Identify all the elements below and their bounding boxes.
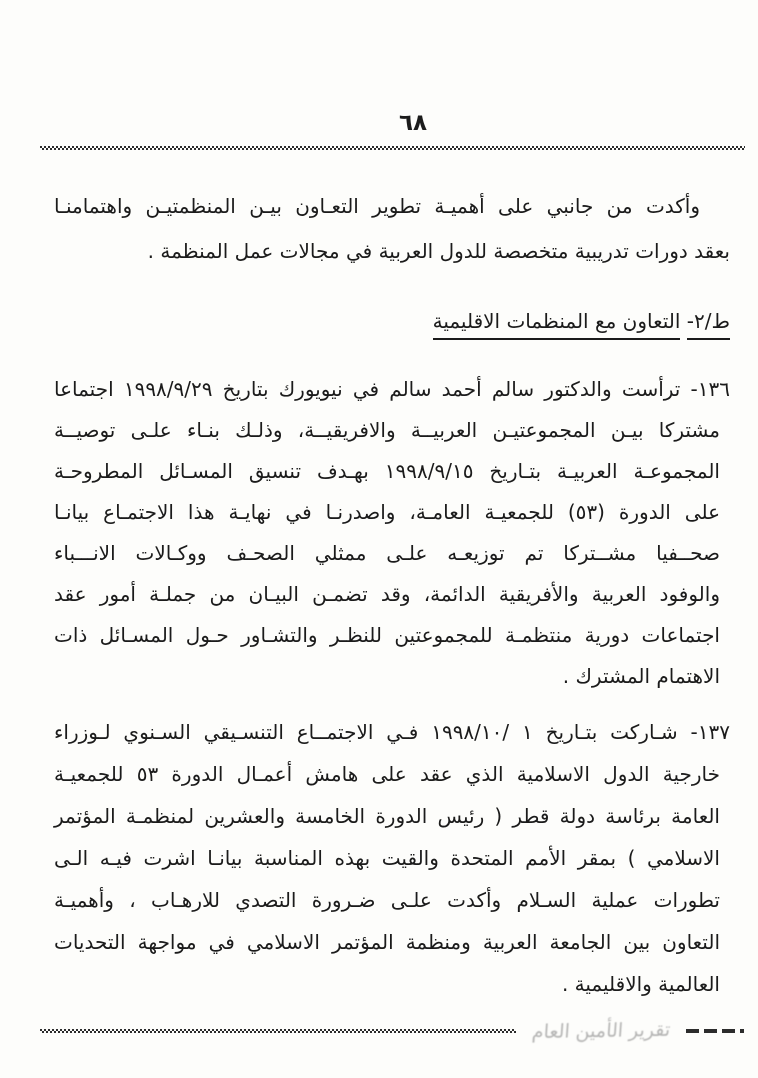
paragraph-line: على الدورة (٥٣) للجمعيـة العامـة، واصدرنـا في نهايـة هذا الاجتمـاع بيانـا: [54, 500, 721, 524]
section-number: ط/٢-: [687, 309, 730, 340]
top-dotted-rule: [40, 146, 745, 150]
paragraph-line: وأكدت من جانبي على أهميـة تطوير التعـاون بيـن المنظمتيـن واهتمامنـا: [54, 194, 700, 218]
paragraph-line: تطورات عملية السـلام وأكدت علـى ضـرورة التصدي للارهـاب ، وأهميـة: [54, 888, 720, 912]
paragraph-line: والوفود العربية والأفريقية الدائمة، وقد تضمـن البيـان من جملـة أمور عقد: [54, 582, 720, 606]
paragraph-line: بعقد دورات تدريبية متخصصة للدول العربية في مجالات عمل المنظمة .: [147, 239, 730, 263]
section-title: التعاون مع المنظمات الاقليمية: [433, 309, 681, 340]
bottom-dotted-rule: [40, 1029, 516, 1033]
footer-stamp: تقرير الأمين العام: [530, 1018, 671, 1044]
footer: [40, 1020, 744, 1042]
document-body: [0, 184, 758, 1005]
paragraph-line: الاسلامي ) بمقر الأمم المتحدة والقيت بهذه المناسبة بيانـا اشرت فيـه الـى: [54, 846, 720, 870]
intro-paragraph: [54, 184, 730, 274]
paragraph-line: العالمية والاقليمية .: [561, 972, 720, 996]
paragraph-line: العامة برئاسة دولة قطر ( رئيس الدورة الخامسة والعشرين لمنظمـة المؤتمر: [54, 804, 720, 828]
paragraph-line: خارجية الدول الاسلامية الذي عقد على هامش أعمـال الدورة ٥٣ للجمعيـة: [54, 762, 720, 786]
paragraph-136: [54, 369, 730, 697]
paragraph-line: اجتماعات دورية منتظمـة للمجموعتين للنظـر والتشـاور حـول المسـائل ذات: [54, 623, 720, 647]
page-number: ٦٨: [398, 110, 428, 136]
paragraph-137: [54, 711, 730, 1005]
paragraph-line: صحــفيا مشــتركا تم توزيعـه علـى ممثلي الصحـف ووكـالات الانـــباء: [54, 541, 720, 565]
paragraph-line: مشتركا بيـن المجموعتيـن العربيــة والافريقيــة، وذلـك بنـاء علـى توصيــة: [54, 418, 720, 442]
paragraph-line: الاهتمام المشترك .: [562, 664, 720, 688]
paragraph-line: المجموعـة العربيـة بتـاريخ ١٩٩٨/٩/١٥ بهـدف تنسيق المسـائل المطروحـة: [54, 459, 720, 483]
paragraph-line: التعاون بين الجامعة العربية ومنظمة المؤتمر الاسلامي في مواجهة التحديات: [54, 930, 720, 954]
section-heading: [54, 306, 730, 336]
paragraph-line: ١٣٧- شـاركت بتـاريخ ١ /١٩٩٨/١٠ فـي الاجتمــاع التنسـيقي السـنوي لـوزراء: [54, 720, 730, 744]
paragraph-line: ١٣٦- ترأست والدكتور سالم أحمد سالم في نيويورك بتاريخ ١٩٩٨/٩/٢٩ اجتماعا: [54, 377, 731, 401]
footer-dash-rule: [686, 1029, 744, 1033]
